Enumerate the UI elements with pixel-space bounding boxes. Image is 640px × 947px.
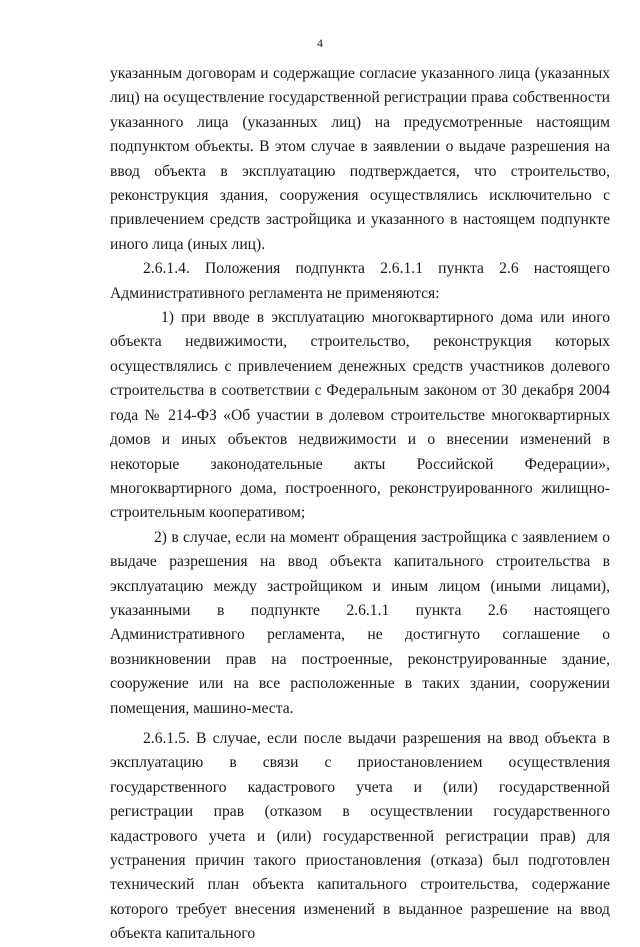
paragraph-continuation: указанным договорам и содержащие согласие указанного лица (указанных лиц) на осуществление государственной регистрации права собственности указанного лица (указанных лиц) на предусмотренные настоящим подпунктом объекты. В этом случае в заявлении о выдаче разрешения на ввод объекта в эксплуатацию подтверждается, что строительство, реконструкция здания, сооружения осуществлялись исключительно с привлечением средств застройщика и указанного в настоящем подпункте иного лица (иных лиц). [110,65,610,253]
paragraph-2-6-1-4: 2.6.1.4. Положения подпункта 2.6.1.1 пункта 2.6 настоящего Административного регламента не применяются: [110,260,610,302]
paragraph-2-6-1-5: 2.6.1.5. В случае, если после выдачи разрешения на ввод объекта в эксплуатацию в связи с приостановлением осуществления государственного кадастрового учета и (или) государственной регистрации прав (отказом в осуществлении государственного кадастрового учета и (или) государственной регистрации прав) для устранения причин такого приостановления (отказа) был подготовлен технический план объекта капитального строительства, содержание которого требует внесения изменений в выданное разрешение на ввод объекта капитального [110,729,610,943]
document-body [110,62,610,947]
list-item-1: 1) при вводе в эксплуатацию многоквартирного дома или иного объекта недвижимости, строительство, реконструкция которых осуществлялись с привлечением денежных средств участников долевого строительства в соответствии с Федеральным законом от 30 декабря 2004 года № 214-ФЗ «Об участии в долевом строительстве многоквартирных домов и иных объектов недвижимости и о внесении изменений в некоторые законодательные акты Российской Федерации», многоквартирного дома, построенного, реконструированного жилищно-строительным кооперативом; [110,309,610,522]
page-number: 4 [317,36,323,50]
list-item-2: 2) в случае, если на момент обращения застройщика с заявлением о выдаче разрешения на ввод объекта капитального строительства в эксплуатацию между застройщиком и иным лицом (иными лицами), указанными в подпункте 2.6.1.1 пункта 2.6 настоящего Административного регламента, не достигнуто соглашение о возникновении прав на построенные, реконструированные здание, сооружение или на все расположенные в таких здании, сооружении помещения, машино-места. [110,528,610,717]
